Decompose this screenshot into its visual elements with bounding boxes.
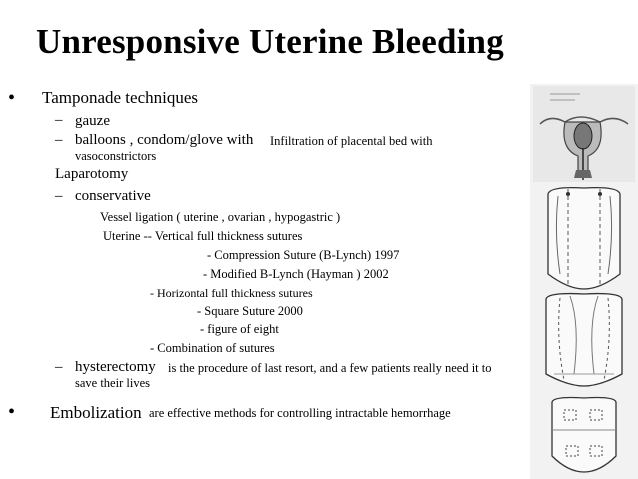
hysterectomy-item: hysterectomy [75,359,156,375]
dash-icon: – [55,132,63,148]
gauze-item: gauze [75,113,110,129]
tamponade-heading: Tamponade techniques [42,88,199,107]
square-suture: - Square Suture 2000 [197,304,303,318]
bullet-icon: • [8,87,16,109]
dash-icon: – [55,188,63,204]
bullet-icon: • [8,401,16,423]
slide-title: Unresponsive Uterine Bleeding [36,22,504,61]
embolization-heading: Embolization [50,403,142,422]
balloons-item: balloons , condom/glove with [75,132,254,148]
dash-icon: – [55,359,63,375]
compression-suture: - Compression Suture (B-Lynch) 1997 [207,248,400,262]
combination-sutures: - Combination of sutures [150,341,275,355]
hysterectomy-note-cont: save their lives [75,376,150,390]
horizontal-sutures-icon [546,294,622,386]
modified-blynch: - Modified B-Lynch (Hayman ) 2002 [203,267,389,281]
conservative-item: conservative [75,188,151,204]
figure-of-eight: - figure of eight [200,322,279,336]
horizontal-sutures: - Horizontal full thickness sutures [150,286,313,300]
infiltration-note: Infiltration of placental bed with [270,134,433,148]
uterine-vertical: Uterine -- Vertical full thickness sutures [103,229,303,243]
hysterectomy-note: is the procedure of last resort, and a few patients really need it to [168,361,492,375]
uterus-balloon-icon [533,86,635,182]
embolization-note: are effective methods for controlling intractable hemorrhage [149,406,451,420]
suture-diagrams-figure [530,84,638,479]
square-suture-icon [552,398,616,473]
laparotomy-heading: Laparotomy [55,166,129,182]
dash-icon: – [55,112,63,128]
vessel-ligation: Vessel ligation ( uterine , ovarian , hypogastric ) [100,210,341,224]
vertical-sutures-icon [548,188,620,289]
infiltration-note-cont: vasoconstrictors [75,149,157,163]
